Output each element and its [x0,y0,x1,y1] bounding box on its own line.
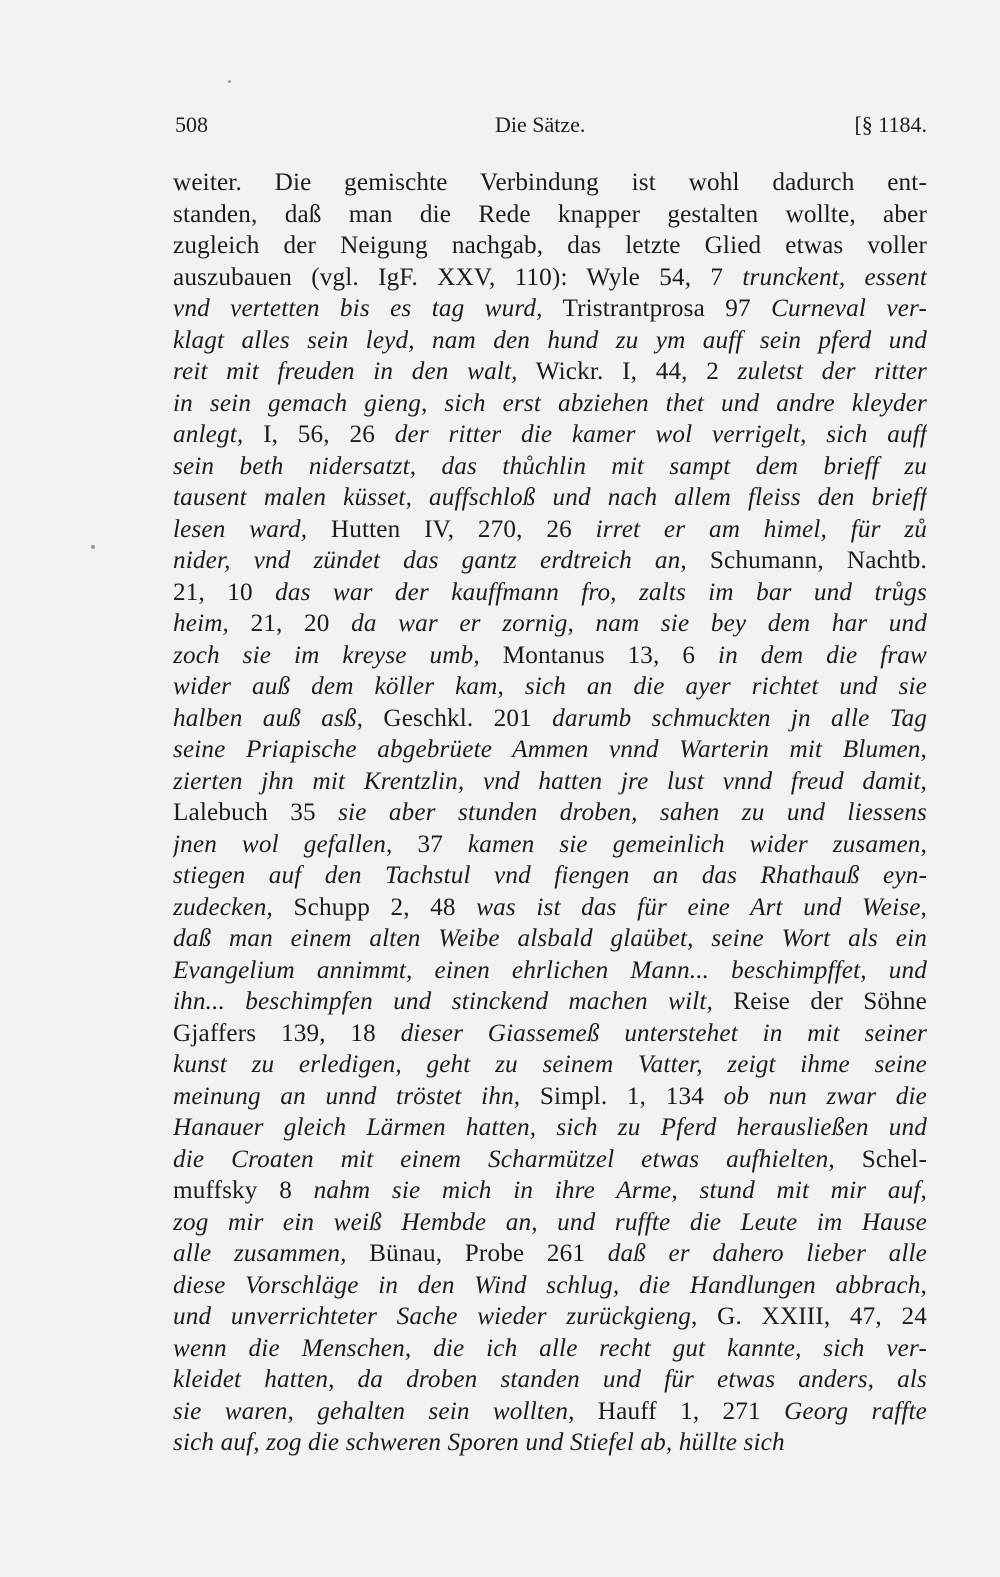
text-line [173,1018,927,1050]
italic-quotation: da war er zornig, nam sie bey dem har und [351,610,927,637]
italic-quotation: zierten jhn mit Krentzlin, vnd hatten jre lust vnnd freud damit, [173,767,927,795]
italic-quotation: nahm sie mich in ihre Arme, stund mit mir auf, [313,1177,927,1204]
text-line [173,766,927,798]
italic-quotation: zuletst der ritter [737,358,927,385]
italic-quotation: Georg raffte [784,1397,927,1425]
italic-quotation: nider, vnd zündet das gantz erdtreich an, [173,547,687,574]
italic-quotation: zog mir ein weiß Hembde an, und ruffte die Leute im Hause [173,1208,927,1236]
text-line [173,923,927,955]
italic-quotation: sie aber stunden droben, sahen zu und liessens [338,799,927,826]
italic-quotation: halben auß asß, [173,704,364,732]
italic-quotation: sich auf, zog die schweren Sporen und Stiefel ab, hüllte sich [173,1429,785,1456]
italic-quotation: zoch sie im kreyse umb, [173,641,480,669]
roman-text: Gjaffers 139, 18 [173,1019,401,1047]
italic-quotation: sein beth nidersatzt, das thůchlin mit sampt dem brieff zu [173,452,927,480]
text-line [173,262,927,294]
italic-quotation: heim, [173,610,230,637]
italic-quotation: wenn die Menschen, die ich alle recht gut kannte, sich ver- [173,1334,927,1362]
roman-text: Reise der Söhne [712,988,927,1015]
roman-text: 37 [392,830,468,858]
italic-quotation: stiegen auf den Tachstul vnd fiengen an das Rhathauß eyn- [173,862,927,889]
roman-text: Schel- [834,1145,927,1173]
text-line [173,1081,927,1113]
text-line [173,734,927,766]
text-line [173,577,927,609]
italic-quotation: kunst zu erledigen, geht zu seinem Vatter, zeigt ihme seine [173,1051,927,1078]
text-line [173,1301,927,1333]
page-speck [228,80,231,83]
text-line [173,640,927,672]
roman-text: G. XXIII, 47, 24 [697,1303,927,1330]
text-line [173,986,927,1018]
text-line [173,608,927,640]
italic-quotation: trunckent, essent [742,263,927,291]
page-speck [91,545,95,549]
text-line [173,1364,927,1396]
roman-text: Montanus 13, 6 [479,641,718,669]
text-line [173,1427,927,1459]
text-line [173,325,927,357]
italic-quotation: vnd vertetten bis es tag wurd, [173,295,543,322]
roman-text: Bünau, Probe 261 [346,1240,608,1267]
text-line [173,1333,927,1365]
italic-quotation: der ritter die kamer wol verrigelt, sich auff [394,421,927,448]
roman-text: Schupp 2, 48 [272,893,477,921]
italic-quotation: in sein gemach gieng, sich erst abziehen thet und andre kleyder [173,389,927,417]
italic-quotation: zudecken, [173,893,273,921]
italic-quotation: und unverrichteter Sache wieder zurückgieng, [173,1303,698,1330]
text-line [173,797,927,829]
text-line [173,703,927,735]
roman-text: 21, 20 [229,610,352,637]
text-line [173,419,927,451]
italic-quotation: sie waren, gehalten sein wollten, [173,1397,575,1425]
roman-text: 21, 10 [173,578,276,606]
italic-quotation: irret er am himel, für zů [595,515,927,543]
italic-quotation: die Croaten mit einem Scharmützel etwas aufhielten, [173,1145,835,1173]
italic-quotation: in dem die fraw [718,641,927,669]
text-line [173,293,927,325]
roman-text: I, 56, 26 [243,421,395,448]
roman-text: Hutten IV, 270, 26 [307,515,596,543]
text-line [173,482,927,514]
italic-quotation: lesen ward, [173,515,308,543]
text-line [173,955,927,987]
italic-quotation: jnen wol gefallen, [173,830,393,858]
italic-quotation: tausent malen küsset, auffschloß und nach allem fleiss den brieff [173,484,927,511]
italic-quotation: das war der kauffmann fro, zalts im bar und trůgs [275,578,927,606]
italic-quotation: seine Priapische abgebrüete Ammen vnnd Warterin mit Blumen, [173,736,927,763]
italic-quotation: anlegt, [173,421,244,448]
italic-quotation: meinung an unnd tröstet ihn, [173,1082,521,1110]
text-line [173,199,927,231]
roman-text: muffsky 8 [173,1177,314,1204]
text-line [173,1238,927,1270]
italic-quotation: alle zusammen, [173,1240,347,1267]
roman-text: zugleich der Neigung nachgab, das letzte Glied etwas voller [173,232,927,259]
italic-quotation: daß er dahero lieber alle [607,1240,927,1267]
roman-text: Wickr. I, 44, 2 [517,358,738,385]
italic-quotation: reit mit freuden in den walt, [173,358,518,385]
italic-quotation: wider auß dem köller kam, sich an die ayer richtet und sie [173,673,927,700]
page-number: 508 [175,112,208,137]
roman-text: Geschkl. 201 [363,704,553,732]
body-text [173,167,927,1459]
text-line [173,1175,927,1207]
italic-quotation: dieser Giassemeß unterstehet in mit seiner [400,1019,927,1047]
italic-quotation: darumb schmuckten jn alle Tag [552,704,927,732]
text-line [173,892,927,924]
roman-text: weiter. Die gemischte Verbindung ist wohl dadurch ent- [173,169,927,196]
text-line [173,167,927,199]
italic-quotation: diese Vorschläge in den Wind schlug, die Handlungen abbrach, [173,1271,927,1299]
text-line [173,671,927,703]
text-line [173,1270,927,1302]
text-line [173,1396,927,1428]
roman-text: Schumann, Nachtb. [686,547,927,574]
text-line [173,1112,927,1144]
text-line [173,1207,927,1239]
italic-quotation: ob nun zwar die [723,1082,927,1110]
italic-quotation: Curneval ver- [771,295,927,322]
text-line [173,1049,927,1081]
italic-quotation: Evangelium annimmt, einen ehrlichen Mann... beschimpffet, und [173,956,927,984]
text-line [173,1144,927,1176]
roman-text: Tristrantprosa 97 [542,295,772,322]
text-line [173,829,927,861]
italic-quotation: kamen sie gemeinlich wider zusamen, [467,830,927,858]
italic-quotation: ihn... beschimpfen und stinckend machen wilt, [173,988,713,1015]
text-line [173,860,927,892]
text-line [173,388,927,420]
text-line [173,356,927,388]
running-header [175,112,927,148]
italic-quotation: kleidet hatten, da droben standen und für etwas anders, als [173,1366,927,1393]
roman-text: Hauff 1, 271 [574,1397,785,1425]
roman-text: standen, daß man die Rede knapper gestalten wollte, aber [173,200,927,228]
italic-quotation: was ist das für eine Art und Weise, [476,893,927,921]
roman-text: Simpl. 1, 134 [520,1082,724,1110]
section-number: [§ 1184. [854,112,927,137]
running-title: Die Sätze. [495,112,586,137]
roman-text: Lalebuch 35 [173,799,339,826]
text-line [173,545,927,577]
text-line [173,230,927,262]
text-line [173,451,927,483]
italic-quotation: klagt alles sein leyd, nam den hund zu ym auff sein pferd und [173,326,927,354]
italic-quotation: daß man einem alten Weibe alsbald glaübet, seine Wort als ein [173,925,927,952]
italic-quotation: Hanauer gleich Lärmen hatten, sich zu Pferd herausließen und [173,1114,927,1141]
roman-text: auszubauen (vgl. IgF. XXV, 110): Wyle 54, 7 [173,263,743,291]
text-line [173,514,927,546]
